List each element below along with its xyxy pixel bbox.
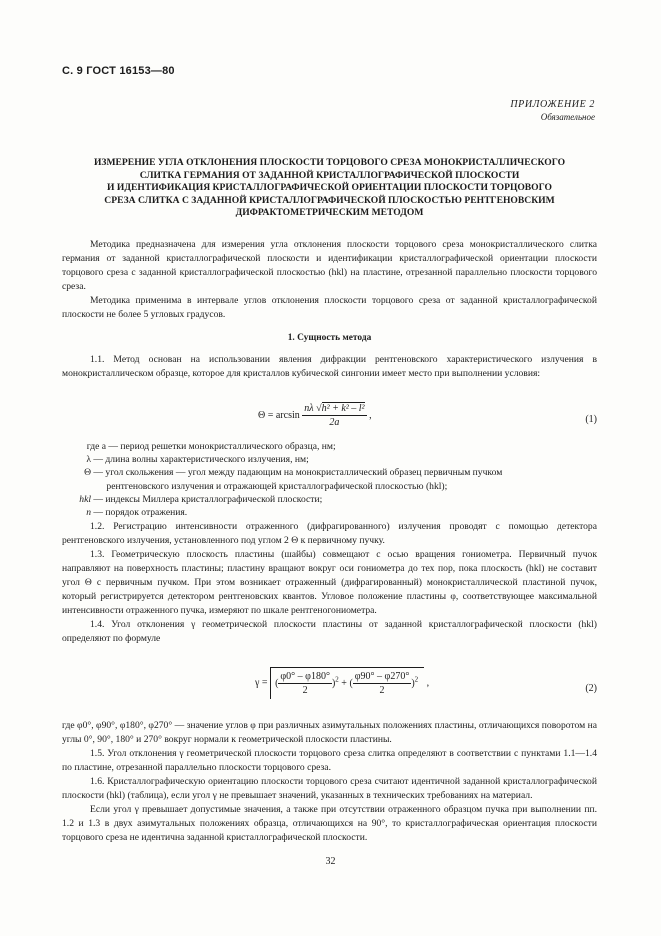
definition-row: λ — длина волны характеристического излучения, нм;	[86, 454, 309, 466]
intro-block	[62, 238, 597, 322]
formula-lhs: Θ = arcsin	[258, 409, 300, 421]
paragraph-text: где φ0°, φ90°, φ180°, φ270° — значение углов φ при различных азимутальных положениях пластины, отличающихся поворотом на углы 0°, 90°, 180° и 270° вокруг нормали к геометрической плоскости пластины.	[62, 720, 597, 745]
formula-numerator: φ90° – φ270°	[354, 671, 410, 682]
definition-row: hkl — индексы Миллера кристаллографической плоскости;	[79, 493, 323, 505]
definition-row: где a — период решетки монокристаллического образца, нм;	[86, 441, 336, 452]
document-header: С. 9 ГОСТ 16153—80	[62, 65, 175, 77]
definition-row: рентгеновского излучения и отражающей кристаллографической плоскостью (hkl);	[106, 480, 448, 492]
document-title	[56, 157, 603, 220]
formula-denominator: 2a	[329, 417, 340, 428]
formula-denominator: 2	[302, 685, 308, 696]
title-line: СРЕЗА СЛИТКА С ЗАДАННОЙ КРИСТАЛЛОГРАФИЧЕСКОЙ ПЛОСКОСТЬЮ РЕНТГЕНОВСКИМ	[104, 194, 555, 206]
formula-radicand: h² + k² – l²	[321, 403, 365, 414]
formula-denominator: 2	[379, 685, 385, 696]
formula-2	[255, 667, 429, 699]
paragraphs-after-formula-2	[62, 719, 597, 845]
formula-radical: ( $\frac{\varphi 0^\circ - \varphi 180^\circ}{2}$ )$^2$ + ( $\frac{\varphi 90^\circ - \varphi 270^\circ}{2}$ )$^2$	[270, 667, 424, 699]
title-line: ИЗМЕРЕНИЕ УГЛА ОТКЛОНЕНИЯ ПЛОСКОСТИ ТОРЦОВОГО СРЕЗА МОНОКРИСТАЛЛИЧЕСКОГО	[93, 157, 566, 168]
symbol-definitions	[62, 440, 602, 519]
definition-row: Θ — угол скольжения — угол между падающим на монокристаллический образец первичным пучком	[84, 467, 503, 479]
formula-1	[258, 402, 372, 429]
equation-number: (2)	[585, 683, 597, 694]
formula-numerator: nλ √h² + k² – l²	[304, 403, 365, 414]
title-line: СЛИТКА ГЕРМАНИЯ ОТ ЗАДАННОЙ КРИСТАЛЛОГРАФИЧЕСКОЙ ПЛОСКОСТИ	[139, 169, 520, 181]
formula-fraction	[302, 402, 366, 429]
formula-comma: ,	[426, 677, 430, 689]
formula-comma: ,	[369, 409, 372, 421]
intro-paragraph: Методика предназначена для измерения угла отклонения плоскости торцового среза монокристаллического слитка германия от заданной кристаллографической плоскости и идентификации кристаллографической ориентации плоскости торцового среза с заданной кристаллографической плоскостью (hkl) на пластине, отрезанной параллельно плоскости торцового среза.	[62, 239, 597, 292]
title-line: ДИФРАКТОМЕТРИЧЕСКИМ МЕТОДОМ	[235, 207, 424, 219]
definition-row: n — порядок отражения.	[86, 506, 188, 518]
paragraph-text: 1.6. Кристаллографическую ориентацию плоскости торцового среза считают идентичной заданной кристаллографической плоскости (hkl) (таблица), если угол γ не превышает значений, указанных в технических требованиях на материал.	[62, 776, 597, 801]
paragraph-text: Если угол γ превышает допустимые значения, а также при отсутствии отраженного образцом пучка при выполнении пп. 1.2 и 1.3 в двух азимутальных положениях образца, отличающихся на 90°, то кристаллографическая ориентация плоскости торцового среза не идентична заданной кристаллографической плоскости.	[62, 804, 597, 843]
paragraph-text: 1.1. Метод основан на использовании явления дифракции рентгеновского характеристического излучения в монокристаллическом образце, которое для кристаллов кубической сингонии имеет место при выполнении условия:	[62, 354, 597, 379]
equation-number: (1)	[585, 414, 597, 425]
formula-lhs: γ =	[255, 677, 268, 689]
paragraphs-1-2-1-4	[62, 520, 597, 646]
paragraph-text: 1.4. Угол отклонения γ геометрической плоскости пластины от заданной кристаллографической плоскости (hkl) определяют по формуле	[62, 619, 597, 644]
title-line: И ИДЕНТИФИКАЦИЯ КРИСТАЛЛОГРАФИЧЕСКОЙ ОРИЕНТАЦИИ ПЛОСКОСТИ ТОРЦОВОГО	[107, 182, 552, 194]
page-number: 32	[325, 856, 336, 867]
paragraph-1-1	[62, 353, 597, 381]
appendix-title: ПРИЛОЖЕНИЕ 2	[510, 99, 595, 110]
paragraph-text: 1.5. Угол отклонения γ геометрической плоскости торцового среза слитка определяют в соответствии с пунктами 1.1—1.4 по пластине, отрезанной параллельно плоскости торцового среза.	[62, 748, 597, 773]
section-heading: 1. Сущность метода	[287, 333, 372, 343]
appendix-label	[510, 98, 595, 124]
paragraph-text: 1.3. Геометрическую плоскость пластины (шайбы) совмещают с осью вращения гониометра. Первичный пучок направляют на поверхность пластины; пластину вращают вокруг оси гониометра до тех пор, пока плоскость (hkl) не составит угол Θ с первичным пучком. При этом возникает отраженный (дифрагированный) монокристаллической пластиной пучок, который регистрируется детектором рентгеновских квантов. Угловое положение пластины φ, соответствующее максимальной интенсивности отраженного пучка, измеряют по шкале рентгеногониометра.	[62, 549, 597, 616]
paragraph-text: 1.2. Регистрацию интенсивности отраженного (дифрагированного) излучения проводят с помощью детектора рентгеновского излучения, установленного под углом 2 Θ к первичному пучку.	[62, 521, 597, 546]
appendix-status: Обязательное	[540, 112, 595, 122]
intro-paragraph: Методика применима в интервале углов отклонения плоскости торцового среза от заданной кристаллографической плоскости не более 5 угловых градусов.	[62, 295, 597, 320]
formula-numerator: φ0° – φ180°	[280, 671, 330, 682]
